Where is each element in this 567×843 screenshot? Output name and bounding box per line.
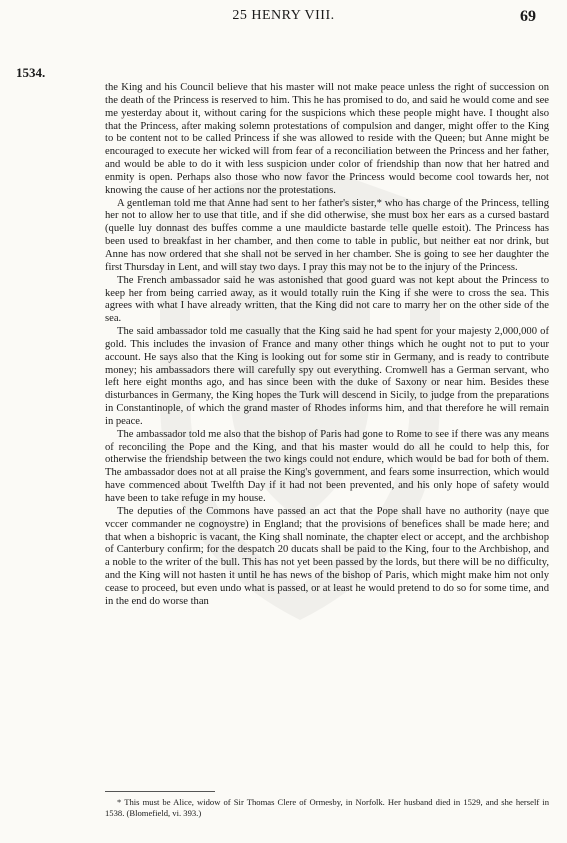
running-title: 25 HENRY VIII. — [232, 8, 335, 23]
paragraph: the King and his Council believe that his master will not make peace unless the right of succession on the death of the Princess is reserved to him. This he has promised to do, and said he would come and see me yesterday about it, without caring for the suspicions which these people might have. I thought also that the Princess, after making solemn protestations of compulsion and danger, might offer to the King to be content not to be called Princess if she was allowed to reside with the Queen; but Anne might be encouraged to execute her wicked will from fear of a reconciliation between the Princess and her father, and would be able to do it with less suspicion under color of friendship than now that her hatred and enmity is open. Perhaps also those who now favor the Princess would become cool towards her, not knowing the cause of her actions nor the protestations. — [105, 82, 549, 196]
footnote-divider — [105, 791, 215, 792]
paragraph: The ambassador told me also that the bishop of Paris had gone to Rome to see if there was any means of reconciling the Pope and the King, and that his master would do all he could to help this, for otherwise the friendship between the two kings could not endure, which would be bad for both of them. The ambassador does not at all praise the King's government, and fears some insurrection, which would have commenced about Twelfth Day if it had not been prevented, and his only hope of safety would have been to take refuge in my house. — [105, 428, 549, 504]
footnote — [105, 797, 549, 818]
paragraph: The said ambassador told me casually that the King said he had spent for your majesty 2,000,000 of gold. This includes the invasion of France and many other things which he ought not to put to your account. He says also that the King is looking out for some stir in Germany, and is ready to contribute money; his ambassadors there will carefully spy out everything. Cromwell has a German servant, who left here eight months ago, and has since been with the duke of Saxony or near him. Besides these disturbances in Germany, the King hopes the Turk will descend in Sicily, to judge from the preparations in Constantinople, of which the grand master of Rhodes informs him, and that therefore he will remain in peace. — [105, 326, 549, 427]
footnote-text: * This must be Alice, widow of Sir Thomas Clere of Ormesby, in Norfolk. Her husband died in 1529, and she herself in 1538. (Blomefield, vi. 393.) — [105, 797, 549, 818]
page-number: 69 — [520, 8, 536, 25]
paragraph: The French ambassador said he was astonished that good guard was not kept about the Princess to keep her from being carried away, as it would totally ruin the King if she were to cross the sea. This agrees with what I have already written, that the King did not care to marry her on the other side of the sea. — [105, 274, 549, 325]
page-header — [0, 8, 567, 28]
body-text — [105, 82, 549, 609]
paragraph: The deputies of the Commons have passed an act that the Pope shall have no authority (naye que vccer commander ne cognoystre) in England; that the provisions of benefices shall be made here; and that when a bishopric is vacant, the King shall nominate, the chapter elect or accept, and the archbishop of Canterbury confirm; for the despatch 20 ducats shall be paid to the King, four to the Archbishop, and a noble to the writer of the bull. This has not yet been passed by the lords, but there will be no difficulty, and the King will not hasten it until he has news of the bishop of Paris, which might make him not only cease to proceed, but even undo what is passed, or at least he would pretend to do so for some time, and in the end do worse than — [105, 505, 549, 607]
margin-year: 1534. — [16, 65, 46, 80]
paragraph: A gentleman told me that Anne had sent to her father's sister,* who has charge of the Princess, telling her not to allow her to use that title, and if she did otherwise, she must box her ears as a cursed bastard (quelle luy donnast des buffes comme a une mauldicte bastarde telle quelle estoit). The Princess has been used to breakfast in her chamber, and then come to table in public, but neither eat nor drink, but Anne has now ordered that she shall not be served in her chamber. She is going to see her daughter the first Thursday in Lent, and will stay two days. I pray this may not be to the injury of the Princess. — [105, 197, 549, 273]
